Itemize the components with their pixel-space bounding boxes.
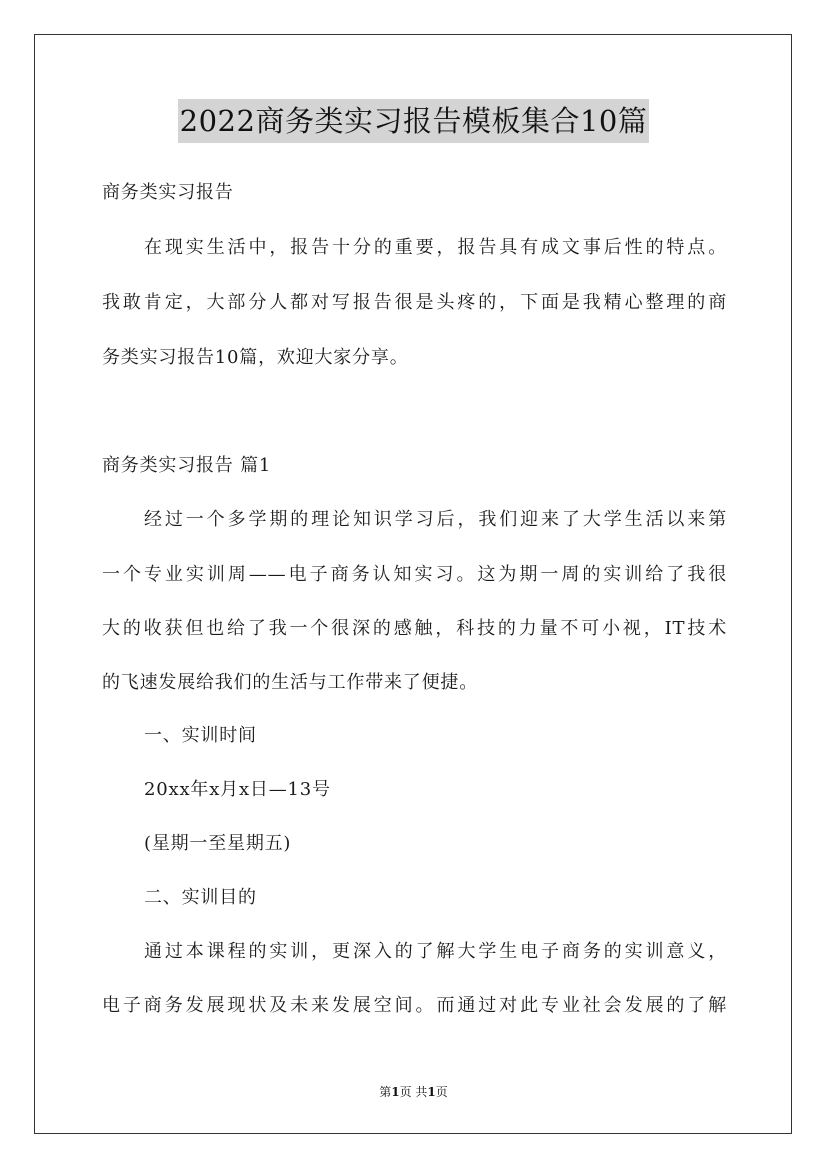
section-1-date: 20xx年x月x日—13号: [144, 779, 331, 800]
paragraph-1-line-2: 一个专业实训周——电子商务认知实习。这为期一周的实训给了我很: [102, 564, 727, 585]
section-1-weekday: (星期一至星期五): [144, 833, 292, 854]
intro-line-2: 我敢肯定，大部分人都对写报告很是头疼的，下面是我精心整理的商: [102, 292, 727, 313]
title-container: [0, 99, 827, 143]
paragraph-1-line-1: 经过一个多学期的理论知识学习后，我们迎来了大学生活以来第: [144, 509, 727, 530]
paragraph-2-line-2: 电子商务发展现状及未来发展空间。而通过对此专业社会发展的了解: [102, 995, 727, 1016]
paragraph-1-line-3: 大的收获但也给了我一个很深的感触，科技的力量不可小视，IT技术: [102, 618, 727, 639]
paragraph-2-line-1: 通过本课程的实训，更深入的了解大学生电子商务的实训意义，: [144, 941, 727, 962]
footer-suffix: 页: [435, 1085, 448, 1099]
footer-page-number: 1: [391, 1085, 400, 1099]
section-2-heading: 二、实训目的: [144, 887, 257, 908]
paragraph-1-line-4: 的飞速发展给我们的生活与工作带来了便捷。: [102, 672, 478, 693]
section-heading: 商务类实习报告: [102, 182, 234, 203]
intro-line-3: 务类实习报告10篇，欢迎大家分享。: [102, 347, 409, 368]
document-title: 2022商务类实习报告模板集合10篇: [178, 99, 650, 143]
footer-prefix: 第: [379, 1085, 392, 1099]
footer-mid: 页 共: [399, 1085, 428, 1099]
article-heading: 商务类实习报告 篇1: [102, 455, 272, 476]
section-1-heading: 一、实训时间: [144, 725, 257, 746]
page-footer: [0, 1083, 827, 1101]
intro-line-1: 在现实生活中，报告十分的重要，报告具有成文事后性的特点。: [144, 237, 727, 258]
footer-total-pages: 1: [427, 1085, 436, 1099]
